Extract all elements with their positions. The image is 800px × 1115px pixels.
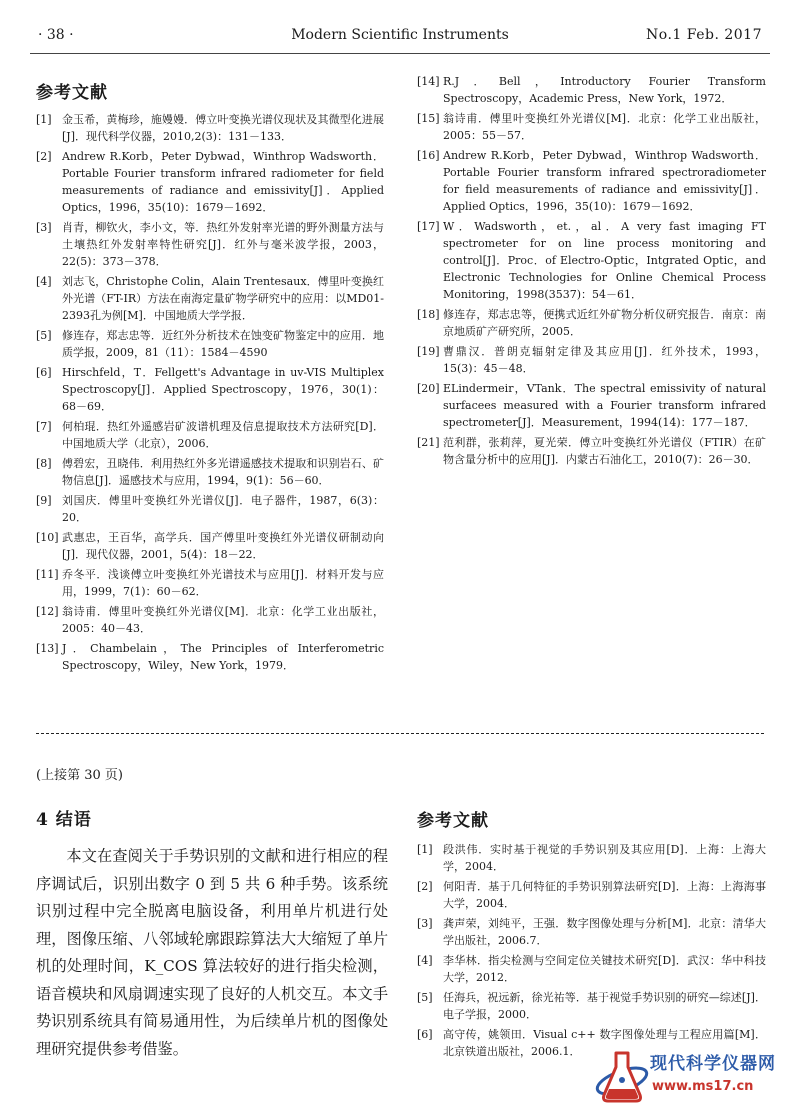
reference-number: [3] [417, 917, 433, 930]
reference-text: 段洪伟．实时基于视觉的手势识别及其应用[D]．上海：上海大学，2004． [443, 843, 766, 873]
reference-list-left [36, 111, 384, 674]
reference-item [36, 364, 384, 415]
reference-number: [20] [417, 382, 440, 395]
reference-number: [13] [36, 642, 59, 655]
reference-text: 武惠忠，王百华，高学兵．国产傅里叶变换红外光谱仪研制动向[J]．现代仪器，2001，5(4)：18－22． [62, 531, 384, 561]
reference-item [417, 110, 766, 144]
reference-text: 傅碧宏，丑晓伟．利用热红外多光谱遥感技术提取和识别岩石、矿物信息[J]．遥感技术与应用，1994，9(1)：56－60． [62, 457, 384, 487]
continued-note: (上接第 30 页) [36, 768, 123, 783]
reference-text: R.J．Bell，Introductory Fourier Transform Spectroscopy，Academic Press，New York，1972． [443, 75, 766, 105]
reference-number: [4] [36, 275, 52, 288]
reference-text: 翁诗甫．傅里叶变换红外光谱仪[M]．北京：化学工业出版社，2005：55－57． [443, 112, 766, 142]
reference-number: [10] [36, 531, 59, 544]
reference-text: 金玉希，黄梅珍，施嫚嫚．傅立叶变换光谱仪现状及其微型化进展[J]．现代科学仪器，2010,2(3)：131－133． [62, 113, 384, 143]
reference-item [36, 455, 384, 489]
reference-item [36, 529, 384, 563]
reference-number: [6] [417, 1028, 433, 1041]
reference-number: [17] [417, 220, 440, 233]
reference-number: [12] [36, 605, 59, 618]
watermark-site-name: 现代科学仪器网 [650, 1054, 776, 1074]
reference-item [417, 73, 766, 107]
reference-number: [5] [36, 329, 52, 342]
reference-item [417, 878, 766, 912]
reference-text: 曹鼎汉．普朗克辐射定律及其应用[J]．红外技术，1993，15(3)：45－48． [443, 345, 766, 375]
flask-logo-icon [594, 1047, 650, 1105]
reference-number: [11] [36, 568, 59, 581]
watermark-url: www.ms17.cn [652, 1079, 754, 1094]
reference-number: [3] [36, 221, 52, 234]
reference-text: 何柏琨．热红外遥感岩矿波谱机理及信息提取技术方法研究[D]．中国地质大学（北京），2006． [62, 420, 384, 450]
running-header [38, 27, 762, 49]
reference-item [417, 218, 766, 303]
reference-text: Hirschfeld，T．Fellgett's Advantage in uv-VIS Multiplex Spectroscopy[J]．Applied Spectroscopy，1976，30(1)：68－69． [62, 366, 384, 413]
reference-item [36, 111, 384, 145]
reference-text: 何阳青．基于几何特征的手势识别算法研究[D]．上海：上海海事大学，2004． [443, 880, 766, 910]
reference-item [417, 434, 766, 468]
reference-item [417, 841, 766, 875]
conclusion-body: 本文在查阅关于手势识别的文献和进行相应的程序调试后，识别出数字 0 到 5 共 6 种手势。该系统识别过程中完全脱离电脑设备，利用单片机进行处理，图像压缩、八邻域轮廓跟踪算法大大缩短了单片机的处理时间，K_COS 算法较好的进行指尖检测，语音模块和风扇调速实现了良好的人机交互。本文手势识别系统具有简易通用性，为后续单片机的图像处理研究提供参考借鉴。 [36, 847, 388, 1058]
reference-item [36, 148, 384, 216]
reference-item [417, 915, 766, 949]
reference-item [417, 989, 766, 1023]
reference-number: [5] [417, 991, 433, 1004]
reference-number: [19] [417, 345, 440, 358]
reference-number: [1] [36, 113, 52, 126]
reference-text: 任海兵，祝远新，徐光祐等．基于视觉手势识别的研究—综述[J]．电子学报，2000． [443, 991, 766, 1021]
reference-item [36, 219, 384, 270]
reference-number: [18] [417, 308, 440, 321]
reference-item [417, 343, 766, 377]
reference-item [36, 603, 384, 637]
reference-text: 翁诗甫．傅里叶变换红外光谱仪[M]．北京：化学工业出版社，2005：40－43． [62, 605, 384, 635]
reference-text: 乔冬平．浅谈傅立叶变换红外光谱技术与应用[J]．材料开发与应用，1999，7(1)：60－62． [62, 568, 384, 598]
reference-item [36, 566, 384, 600]
reference-text: 修连存，郑志忠等．近红外分析技术在蚀变矿物鉴定中的应用．地质学报，2009，81（11）：1584－4590 [62, 329, 384, 359]
reference-number: [9] [36, 494, 52, 507]
page-number: · 38 · [38, 27, 74, 43]
reference-text: 龚声荣，刘纯平，王强．数字图像处理与分析[M]．北京：清华大学出版社，2006.7． [443, 917, 766, 947]
reference-text: 高守传，姚领田．Visual c++ 数字图像处理与工程应用篇[M]．北京铁道出版社，2006.1． [443, 1028, 766, 1058]
reference-item [417, 147, 766, 215]
reference-text: 范利群，张莉萍，夏光荣．傅立叶变换红外光谱仪（FTIR）在矿物含量分析中的应用[J]．内蒙古石油化工，2010(7)：26－30． [443, 436, 766, 466]
journal-name: Modern Scientific Instruments [291, 27, 509, 43]
references-bottom-column [417, 806, 766, 1063]
reference-text: 刘志飞，Christophe Colin，Alain Trentesaux．傅里叶变换红外光谱（FT-IR）方法在南海定量矿物学研究中的应用：以MD01-2393孔为例[M]．中国地质大学学报． [62, 275, 384, 322]
reference-number: [16] [417, 149, 440, 162]
reference-item [36, 640, 384, 674]
reference-text: W．Wadsworth，et.，al．A very fast imaging FT spectrometer for on line process monitoring and control[J]．Proc．of Electro-Optic，Intgrated Optic，and Electronic Technologies for Online Chemical Process Monitoring，1998(3537)：54－61． [443, 220, 766, 301]
reference-item [36, 418, 384, 452]
references-title-bottom: 参考文献 [417, 811, 489, 831]
issue-info: No.1 Feb. 2017 [646, 27, 762, 43]
site-watermark [592, 1043, 792, 1109]
reference-item [36, 327, 384, 361]
reference-item [417, 306, 766, 340]
reference-text: Andrew R.Korb，Peter Dybwad，Winthrop Wadsworth．Portable Fourier transform infrared spectroradiometer for field measurements of radiance and emissivity[J]．Applied Optics，1996，35(10)：1679－1692． [443, 149, 766, 213]
references-right-column [417, 73, 766, 471]
reference-number: [14] [417, 75, 440, 88]
reference-text: J．Chambelain，The Principles of Interferometric Spectroscopy，Wiley，New York，1979． [62, 642, 384, 672]
reference-item [36, 273, 384, 324]
reference-text: 李华林．指尖检测与空间定位关键技术研究[D]．武汉：华中科技大学，2012． [443, 954, 766, 984]
reference-number: [21] [417, 436, 440, 449]
reference-item [36, 492, 384, 526]
reference-list-right [417, 73, 766, 468]
reference-number: [15] [417, 112, 440, 125]
reference-number: [7] [36, 420, 52, 433]
reference-number: [8] [36, 457, 52, 470]
reference-item [417, 380, 766, 431]
reference-number: [2] [417, 880, 433, 893]
reference-number: [4] [417, 954, 433, 967]
reference-text: ELindermeir，VTank．The spectral emissivity of natural surfacees measured with a Fourier transform infrared spectrometer[J]．Measurement，1994(14)：177－187． [443, 382, 766, 429]
reference-number: [6] [36, 366, 52, 379]
conclusion-heading: 4 结语 [36, 810, 92, 830]
reference-text: 修连存，郑志忠等，便携式近红外矿物分析仪研究报告．南京：南京地质矿产研究所，2005． [443, 308, 766, 338]
reference-list-bottom [417, 841, 766, 1060]
article-separator [36, 733, 764, 734]
header-rule [30, 53, 770, 54]
reference-text: 肖青，柳钦火，李小文，等．热红外发射率光谱的野外测量方法与土壤热红外发射率特性研究[J]．红外与毫米波学报，2003，22(5)：373－378． [62, 221, 384, 268]
reference-text: 刘国庆．傅里叶变换红外光谱仪[J]．电子器件，1987，6(3)：20． [62, 494, 384, 524]
reference-number: [2] [36, 150, 52, 163]
reference-number: [1] [417, 843, 433, 856]
references-left-column [36, 78, 384, 677]
reference-item [417, 952, 766, 986]
reference-text: Andrew R.Korb，Peter Dybwad，Winthrop Wadsworth．Portable Fourier transform infrared radiometer for field measurements of radiance and emissivity[J]．Applied Optics，1996，35(10)：1679－1692． [62, 150, 384, 214]
references-title: 参考文献 [36, 83, 108, 103]
